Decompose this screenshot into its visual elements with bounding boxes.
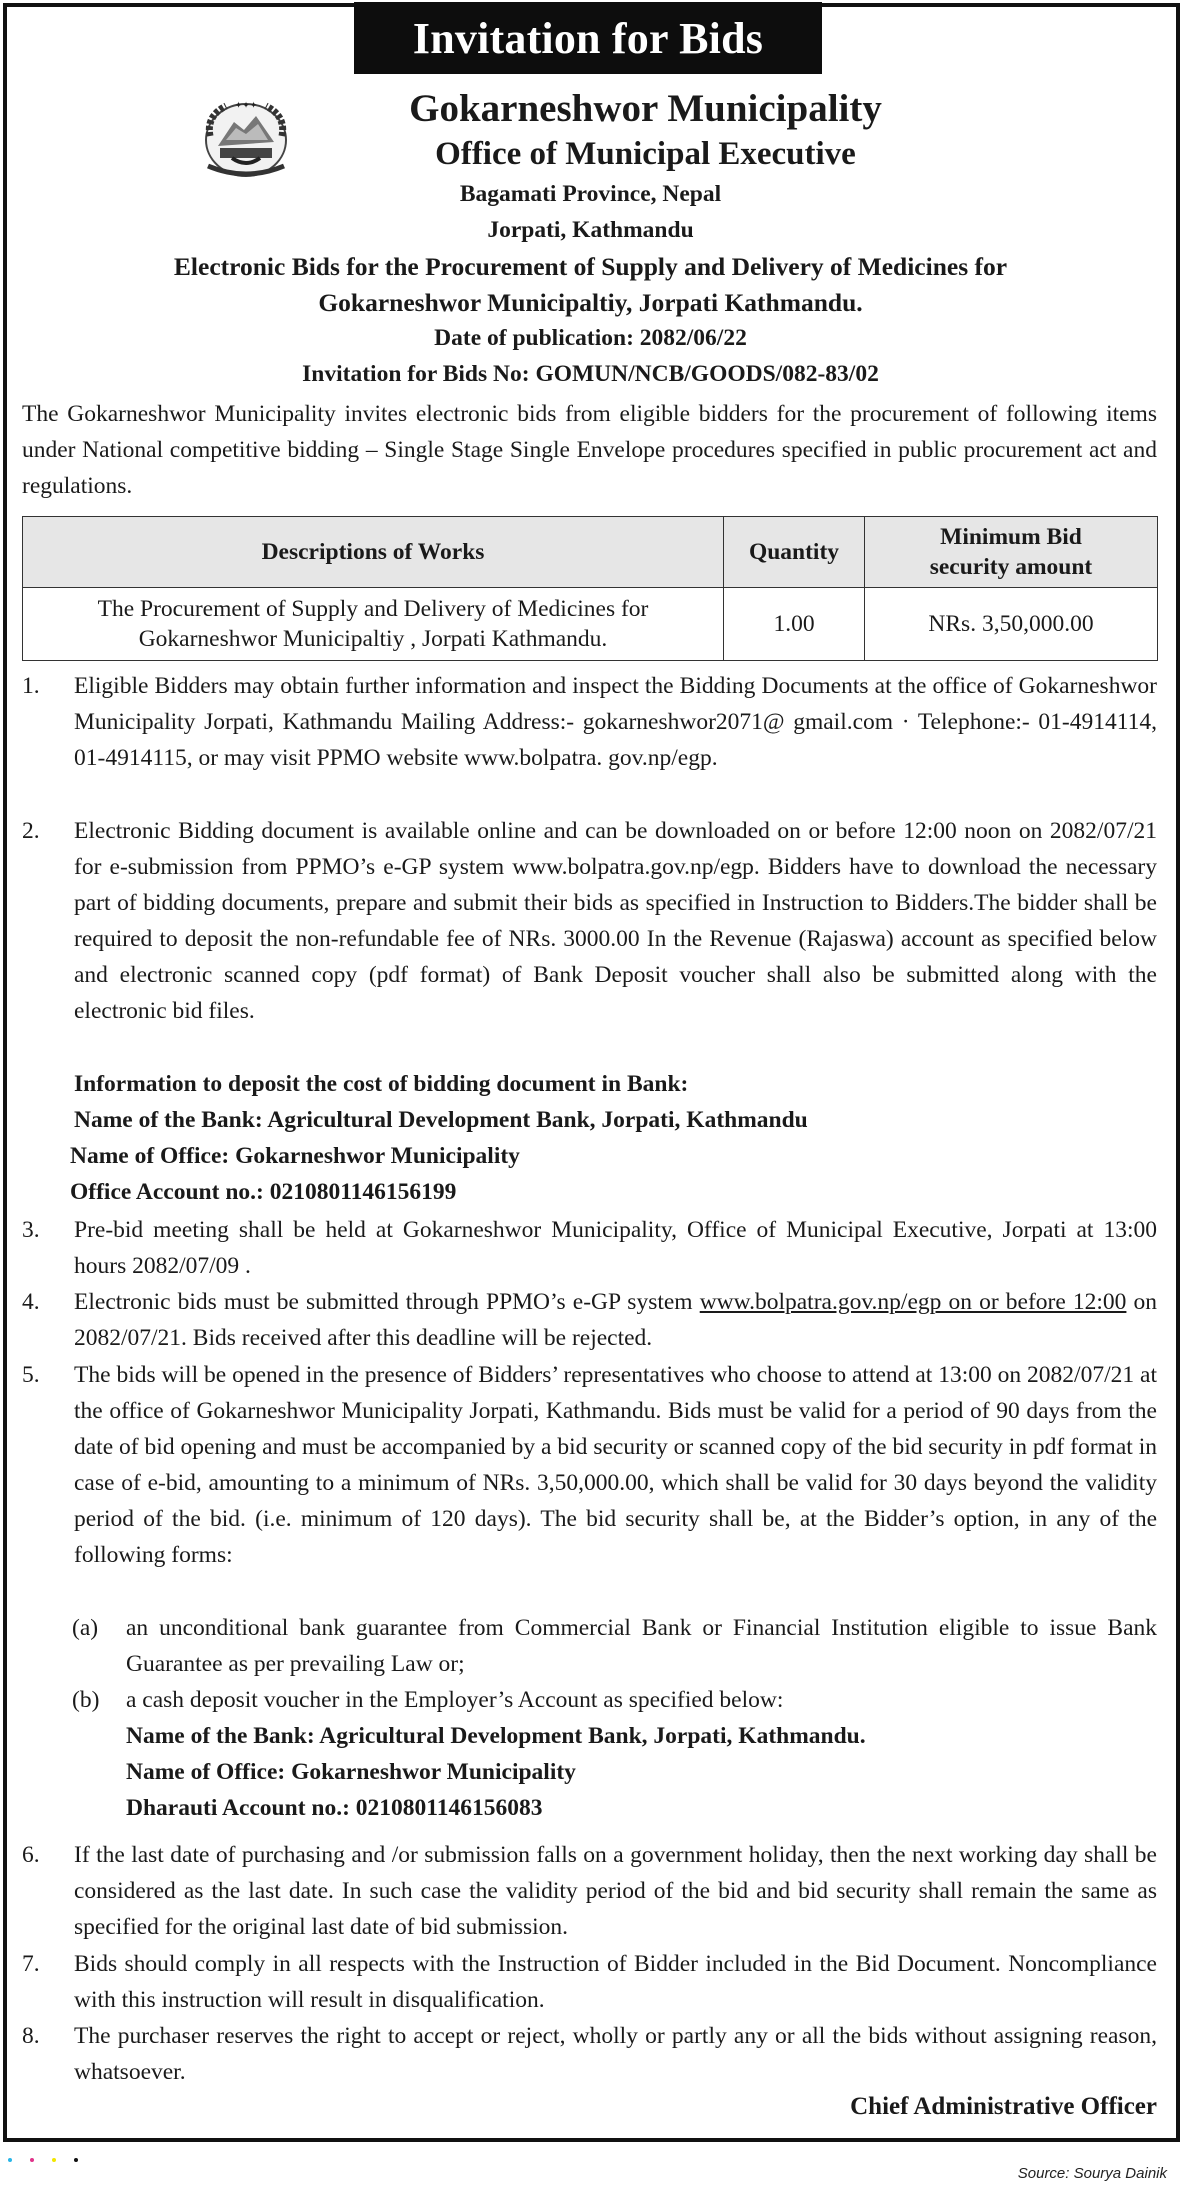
dharauti-office-name: Name of Office: Gokarneshwor Municipality xyxy=(126,1759,576,1785)
province: Bagamati Province, Nepal xyxy=(459,181,722,207)
source-credit: Source: Sourya Dainik xyxy=(1017,2165,1167,2182)
cell-quantity: 1.00 xyxy=(724,588,865,661)
office-name: Office of Municipal Executive xyxy=(435,136,856,172)
item-number: 1. xyxy=(22,673,40,699)
list-item-6 xyxy=(22,1837,1157,1945)
list-item-3 xyxy=(22,1212,1157,1284)
sub-item-label: (a) xyxy=(72,1615,99,1641)
location: Jorpati, Kathmandu xyxy=(487,217,694,243)
item-text-before: Electronic bids must be submitted through PPMO’s e-GP system xyxy=(74,1289,700,1315)
subject-line-2: Gokarneshwor Municipaltiy, Jorpati Kathmandu. xyxy=(318,288,863,317)
list-item-8 xyxy=(22,2018,1157,2090)
organization-name: Gokarneshwor Municipality xyxy=(409,87,882,130)
sub-item-text: a cash deposit voucher in the Employer’s Account as specified below: xyxy=(126,1687,784,1713)
item-text xyxy=(74,1284,1157,1356)
description-line1: The Procurement of Supply and Delivery of Medicines for xyxy=(97,596,649,622)
item-number: 5. xyxy=(22,1362,40,1388)
header-quantity: Quantity xyxy=(724,517,865,588)
list-item-4 xyxy=(22,1284,1157,1356)
item-text: The purchaser reserves the right to accept or reject, wholly or partly any or all the bids without assigning reason, whatsoever. xyxy=(74,2023,1157,2085)
item-text: Pre-bid meeting shall be held at Gokarneshwor Municipality, Office of Municipal Executive, Jorpati at 13:00 hours 2082/07/09 . xyxy=(74,1217,1157,1279)
item-number: 7. xyxy=(22,1951,40,1977)
deposit-account-number: Office Account no.: 0210801146156199 xyxy=(70,1179,457,1205)
item-number: 2. xyxy=(22,818,40,844)
item-text: Bids should comply in all respects with the Instruction of Bidder included in the Bid Document. Noncompliance with this instruction will result in disqualification. xyxy=(74,1951,1157,2013)
bids-table xyxy=(22,516,1158,661)
cell-bid-security: NRs. 3,50,000.00 xyxy=(865,588,1158,661)
item-text: The bids will be opened in the presence of Bidders’ representatives who choose to attend at 13:00 on 2082/07/21 at the office of Gokarneshwor Municipality Jorpati, Kathmandu. Bids must be valid for a period of 90 days from the date of bid opening and must be accompanied by a bid security or scanned copy of the bid security in pdf format in case of e-bid, amounting to a minimum of NRs. 3,50,000.00, which shall be valid for 30 days beyond the validity period of the bid. (i.e. minimum of 120 days). The bid security shall be, at the Bidder’s option, in any of the following forms: xyxy=(74,1362,1157,1568)
sub-item-label: (b) xyxy=(72,1687,100,1713)
deposit-bank-name: Name of the Bank: Agricultural Development Bank, Jorpati, Kathmandu xyxy=(74,1107,808,1133)
list-item-1 xyxy=(22,668,1157,776)
header-min-bid-security xyxy=(865,517,1158,588)
dharauti-account-number: Dharauti Account no.: 0210801146156083 xyxy=(126,1795,543,1821)
item-number: 8. xyxy=(22,2023,40,2049)
item-text: If the last date of purchasing and /or submission falls on a government holiday, then the next working day shall be considered as the last date. In such case the validity period of the bid and bid security shall remain the same as specified for the original last date of bid submission. xyxy=(74,1842,1157,1940)
bid-security-form-a xyxy=(72,1610,1157,1682)
black-mark-icon xyxy=(74,2158,78,2162)
notice-title: Invitation for Bids xyxy=(354,2,822,74)
header-min-bid-line2: security amount xyxy=(929,554,1093,580)
table-row xyxy=(23,588,1158,661)
publication-date: Date of publication: 2082/06/22 xyxy=(434,325,747,351)
list-item-5 xyxy=(22,1357,1157,1573)
bid-security-form-b xyxy=(72,1682,1157,1718)
description-line2: Gokarneshwor Municipaltiy , Jorpati Kathmandu. xyxy=(138,626,608,652)
header-min-bid-line1: Minimum Bid xyxy=(940,524,1082,550)
magenta-mark-icon xyxy=(30,2158,34,2162)
item-number: 6. xyxy=(22,1842,40,1868)
deposit-office-name: Name of Office: Gokarneshwor Municipality xyxy=(70,1143,520,1169)
ifb-number: Invitation for Bids No: GOMUN/NCB/GOODS/082-83/02 xyxy=(302,361,879,387)
item-text: Electronic Bidding document is available online and can be downloaded on or before 12:00 noon on 2082/07/21 for e-submission from PPMO’s e-GP system www.bolpatra.gov.np/egp. Bidders have to download the necessary part of bidding documents, prepare and submit their bids as specified in Instruction to Bidders.The bidder shall be required to deposit the non-refundable fee of NRs. 3000.00 In the Revenue (Rajaswa) account as specified below and electronic scanned copy (pdf format) of Bank Deposit voucher shall also be submitted along with the electronic bid files. xyxy=(74,818,1157,1024)
signature-title: Chief Administrative Officer xyxy=(850,2093,1157,2120)
print-registration-marks xyxy=(8,2158,78,2162)
table-header-row xyxy=(23,517,1158,588)
header-description: Descriptions of Works xyxy=(23,517,724,588)
item-number: 3. xyxy=(22,1217,40,1243)
cell-description xyxy=(23,588,724,661)
list-item-7 xyxy=(22,1946,1157,2018)
yellow-mark-icon xyxy=(52,2158,56,2162)
subject-line-1: Electronic Bids for the Procurement of Supply and Delivery of Medicines for xyxy=(173,252,1008,281)
intro-paragraph: The Gokarneshwor Municipality invites electronic bids from eligible bidders for the procurement of following items under National competitive bidding – Single Stage Single Envelope procedures specified in public procurement act and regulations. xyxy=(22,401,1157,499)
cyan-mark-icon xyxy=(8,2158,12,2162)
svg-text:✦✦✦: ✦✦✦ xyxy=(234,101,258,111)
bolpatra-link[interactable]: www.bolpatra.gov.np/egp on or before 12:00 xyxy=(699,1289,1127,1315)
item-text: Eligible Bidders may obtain further information and inspect the Bidding Documents at the office of Gokarneshwor Municipality Jorpati, Kathmandu Mailing Address:- gokarneshwor2071@ gmail.com · Telephone:- 01-4914114, 01-4914115, or may visit PPMO website www.bolpatra. gov.np/egp. xyxy=(74,673,1157,771)
sub-item-text: an unconditional bank guarantee from Commercial Bank or Financial Institution eligible to issue Bank Guarantee as per prevailing Law or; xyxy=(126,1615,1157,1677)
item-text-after: on 2082/07/21. Bids received after this deadline will be rejected. xyxy=(74,1289,1158,1351)
list-item-2 xyxy=(22,813,1157,1029)
deposit-info-heading: Information to deposit the cost of bidding document in Bank: xyxy=(74,1071,689,1097)
item-number: 4. xyxy=(22,1289,40,1315)
dharauti-bank-name: Name of the Bank: Agricultural Development Bank, Jorpati, Kathmandu. xyxy=(126,1723,866,1749)
